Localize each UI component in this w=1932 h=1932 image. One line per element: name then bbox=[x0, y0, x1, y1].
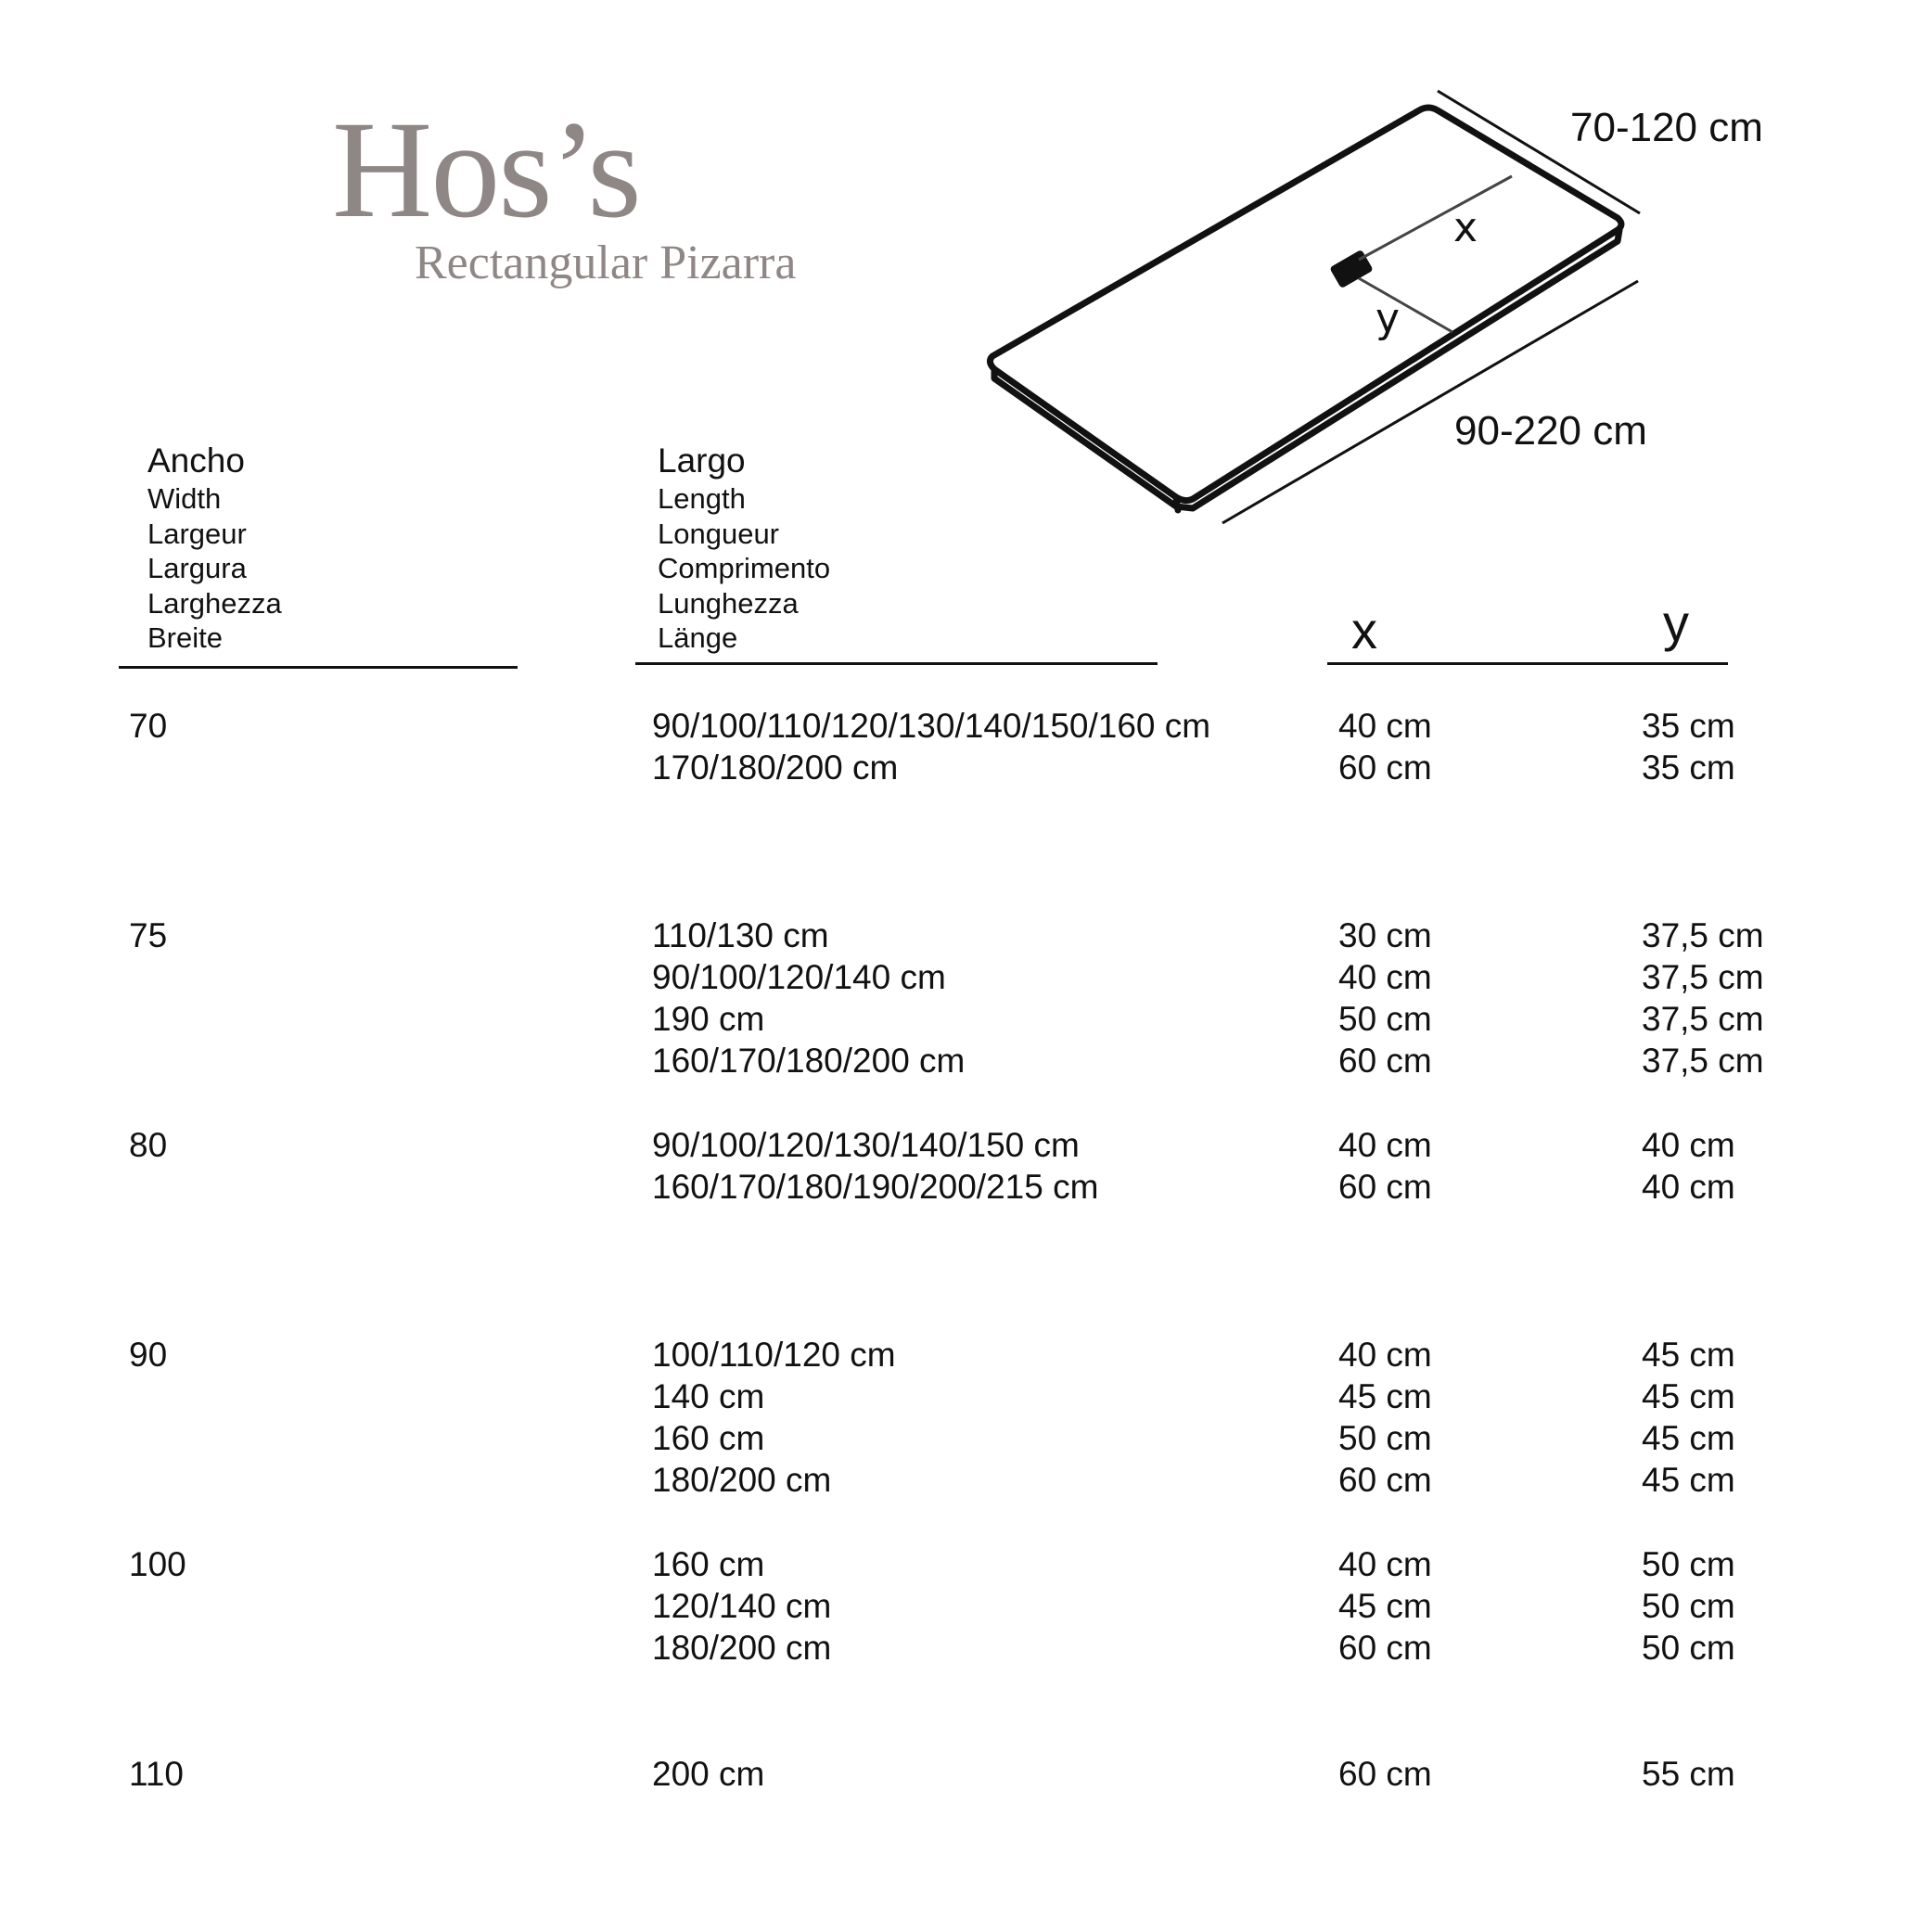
length-cell: 160/170/180/190/200/215 cm bbox=[652, 1168, 1099, 1206]
length-cell: 90/100/120/130/140/150 cm bbox=[652, 1126, 1080, 1164]
table-row bbox=[0, 1459, 1932, 1501]
length-cell: 110/130 cm bbox=[652, 916, 829, 954]
y-cell: 35 cm bbox=[1642, 707, 1735, 745]
x-cell: 50 cm bbox=[1338, 1000, 1432, 1038]
group-width: 75 bbox=[129, 916, 168, 954]
x-dimension-line bbox=[1359, 176, 1512, 260]
width-header-main: Ancho bbox=[147, 441, 245, 480]
length-cell: 140 cm bbox=[652, 1377, 765, 1415]
table-row bbox=[0, 1166, 1932, 1208]
y-cell: 40 cm bbox=[1642, 1126, 1735, 1164]
group-width: 100 bbox=[129, 1545, 186, 1583]
y-cell: 37,5 cm bbox=[1642, 916, 1764, 954]
width-header-translation: Largeur bbox=[147, 517, 247, 550]
y-cell: 35 cm bbox=[1642, 748, 1735, 787]
group-width: 70 bbox=[129, 707, 168, 745]
x-cell: 40 cm bbox=[1338, 1126, 1432, 1164]
y-cell: 55 cm bbox=[1642, 1755, 1735, 1793]
width-header-translation: Larghezza bbox=[147, 586, 282, 620]
table-row bbox=[0, 1334, 1932, 1375]
length-cell: 160/170/180/200 cm bbox=[652, 1042, 966, 1080]
x-cell: 40 cm bbox=[1338, 1545, 1432, 1583]
length-cell: 160 cm bbox=[652, 1419, 765, 1457]
y-cell: 50 cm bbox=[1642, 1629, 1735, 1667]
brand-logo: Hos’s bbox=[332, 93, 640, 247]
table-row bbox=[0, 998, 1932, 1040]
x-cell: 40 cm bbox=[1338, 1336, 1432, 1374]
y-cell: 50 cm bbox=[1642, 1545, 1735, 1583]
length-dimension-line bbox=[1222, 281, 1638, 523]
table-row bbox=[0, 1124, 1932, 1166]
x-cell: 60 cm bbox=[1338, 1629, 1432, 1667]
width-header bbox=[147, 443, 282, 656]
group-width: 80 bbox=[129, 1126, 168, 1164]
length-cell: 180/200 cm bbox=[652, 1629, 832, 1667]
x-column-header: x bbox=[1351, 601, 1377, 659]
table-row bbox=[0, 915, 1932, 956]
table-row bbox=[0, 1417, 1932, 1459]
length-cell: 120/140 cm bbox=[652, 1587, 832, 1625]
y-cell: 37,5 cm bbox=[1642, 1000, 1764, 1038]
table-row bbox=[0, 1753, 1932, 1795]
width-header-translation: Breite bbox=[147, 621, 223, 654]
divider bbox=[119, 666, 518, 669]
length-header-translation: Länge bbox=[658, 621, 738, 654]
y-cell: 45 cm bbox=[1642, 1419, 1735, 1457]
y-cell: 40 cm bbox=[1642, 1168, 1735, 1206]
x-cell: 60 cm bbox=[1338, 1461, 1432, 1499]
table-row bbox=[0, 1040, 1932, 1081]
y-cell: 45 cm bbox=[1642, 1377, 1735, 1415]
group-width: 110 bbox=[129, 1755, 184, 1793]
width-header-translation: Largura bbox=[147, 552, 247, 584]
length-cell: 190 cm bbox=[652, 1000, 765, 1038]
length-cell: 90/100/120/140 cm bbox=[652, 958, 946, 996]
length-cell: 100/110/120 cm bbox=[652, 1336, 896, 1374]
x-cell: 45 cm bbox=[1338, 1587, 1432, 1625]
y-column-header: y bbox=[1663, 594, 1689, 652]
table-row bbox=[0, 1627, 1932, 1669]
length-header-translation: Longueur bbox=[658, 517, 780, 550]
x-cell: 30 cm bbox=[1338, 916, 1432, 954]
table-row bbox=[0, 705, 1932, 747]
y-dimension-line bbox=[1359, 278, 1452, 332]
table-row bbox=[0, 1585, 1932, 1627]
y-cell: 45 cm bbox=[1642, 1461, 1735, 1499]
table-row bbox=[0, 1375, 1932, 1417]
y-cell: 50 cm bbox=[1642, 1587, 1735, 1625]
y-cell: 45 cm bbox=[1642, 1336, 1735, 1374]
x-cell: 60 cm bbox=[1338, 1168, 1432, 1206]
product-name: Rectangular Pizarra bbox=[415, 237, 797, 289]
y-cell: 37,5 cm bbox=[1642, 1042, 1764, 1080]
x-cell: 45 cm bbox=[1338, 1377, 1432, 1415]
length-header-main: Largo bbox=[658, 441, 746, 480]
y-marker: y bbox=[1375, 295, 1401, 342]
x-cell: 60 cm bbox=[1338, 1042, 1432, 1080]
length-cell: 180/200 cm bbox=[652, 1461, 832, 1499]
length-range-label: 90-220 cm bbox=[1454, 408, 1647, 454]
x-marker: x bbox=[1453, 204, 1478, 251]
length-cell: 170/180/200 cm bbox=[652, 748, 899, 787]
width-header-translation: Width bbox=[147, 482, 222, 515]
shower-tray-diagram bbox=[983, 83, 1846, 547]
x-cell: 40 cm bbox=[1338, 958, 1432, 996]
length-cell: 90/100/110/120/130/140/150/160 cm bbox=[652, 707, 1211, 745]
group-width: 90 bbox=[129, 1336, 168, 1374]
length-cell: 200 cm bbox=[652, 1755, 765, 1793]
divider bbox=[1327, 662, 1728, 665]
length-header-translation: Length bbox=[658, 482, 746, 515]
length-header-translation: Lunghezza bbox=[658, 586, 799, 620]
table-row bbox=[0, 747, 1932, 788]
length-cell: 160 cm bbox=[652, 1545, 765, 1583]
x-cell: 60 cm bbox=[1338, 1755, 1432, 1793]
x-cell: 60 cm bbox=[1338, 748, 1432, 787]
x-cell: 40 cm bbox=[1338, 707, 1432, 745]
x-cell: 50 cm bbox=[1338, 1419, 1432, 1457]
table-row bbox=[0, 956, 1932, 998]
width-range-label: 70-120 cm bbox=[1570, 105, 1763, 150]
length-header bbox=[658, 443, 830, 656]
length-header-translation: Comprimento bbox=[658, 552, 831, 584]
y-cell: 37,5 cm bbox=[1642, 958, 1764, 996]
table-row bbox=[0, 1543, 1932, 1585]
divider bbox=[635, 662, 1158, 665]
